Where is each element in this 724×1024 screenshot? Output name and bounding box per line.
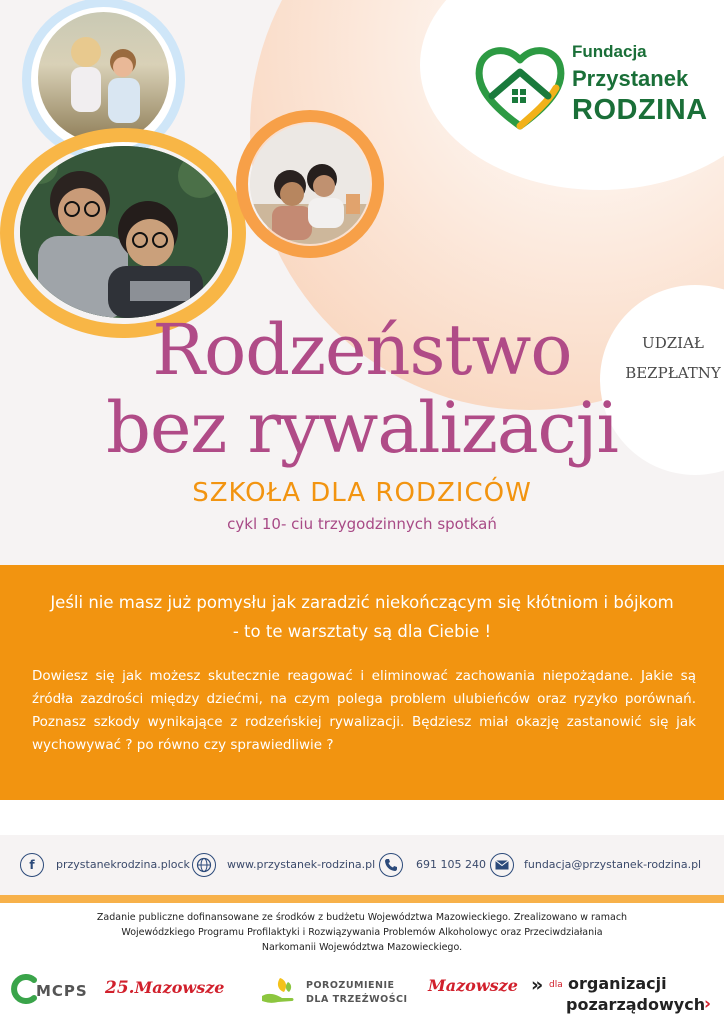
foundation-logo	[474, 42, 708, 132]
facebook-icon: f	[20, 853, 44, 877]
funding-statement	[60, 910, 664, 955]
mazowsze25-number: 25.	[105, 978, 135, 998]
funding-line-3: Narkomanii Województwa Mazowieckiego.	[261, 942, 463, 953]
funding-line-1: Zadanie publiczne dofinansowane ze środków z budżetu Województwa Mazowieckiego. Zrealizowano w ramach	[96, 912, 628, 923]
info-headline-1: Jeśli nie masz już pomysłu jak zaradzić niekończącym się kłótniom i bójkom	[50, 593, 674, 612]
logo-line-rodzina: RODZINA	[572, 94, 708, 126]
sponsor-logo-mcps	[10, 972, 90, 1008]
envelope-icon	[490, 853, 514, 877]
info-body: Dowiesz się jak możesz skutecznie reagować i eliminować zachowania niepożądane. Jakie są źródła zazdrości między dziećmi, na czym polega problem ulubieńców oraz ryzyko porównań. Poznasz szkody wynikające z rodzeńskiej rywalizacji. Będziesz miał okazję zastanowić się jak wychowywać ? po równo czy sprawiedliwie ?	[32, 668, 696, 753]
facebook-link[interactable]: przystanekrodzina.plock	[56, 858, 190, 871]
photo-kids-playing	[250, 124, 370, 244]
photo-kids-field	[38, 12, 169, 143]
info-headline-2: - to te warsztaty są dla Ciebie !	[232, 622, 492, 641]
boys-illustration	[20, 146, 228, 318]
logo-line-fundacja: Fundacja	[572, 42, 647, 61]
info-band	[0, 565, 724, 800]
sponsor-logo-25-mazowsze	[105, 978, 245, 1008]
mazowsze-word: Mazowsze	[428, 976, 518, 995]
porozumienie-line-2: DLA TRZEŹWOŚCI	[306, 994, 408, 1005]
pozarzadowych-word: pozarządowych	[566, 995, 706, 1014]
porozumienie-line-1: POROZUMIENIE	[306, 980, 395, 991]
page-title-line-2: bez rywalizacji	[106, 387, 618, 469]
chevron-right-icon: ›	[704, 994, 712, 1014]
phone-glyph	[384, 858, 398, 872]
badge-line-1: UDZIAŁ	[642, 334, 704, 352]
kids-field-illustration	[38, 12, 169, 143]
sponsor-logo-mazowsze-ngo	[428, 972, 718, 1018]
logo-line-przystanek: Przystanek	[572, 66, 689, 91]
dla-word: dla	[549, 980, 563, 990]
envelope-glyph	[495, 860, 509, 870]
photo-boys-glasses	[20, 146, 228, 318]
badge-line-2: BEZPŁATNY	[625, 364, 721, 382]
phone-icon	[379, 853, 403, 877]
double-chevron-icon: »	[531, 974, 544, 996]
orange-divider	[0, 895, 724, 903]
page-subtitle: SZKOŁA DLA RODZICÓW	[192, 478, 532, 508]
heart-house-icon	[474, 42, 566, 130]
mazowsze25-word: Mazowsze	[134, 978, 225, 997]
website-link[interactable]: www.przystanek-rodzina.pl	[227, 858, 376, 871]
funding-line-2: Wojewódzkiego Programu Profilaktyki i Rozwiązywania Problemów Alkoholowyc oraz Przeciwdziałania	[121, 927, 603, 938]
kids-playing-illustration	[250, 124, 370, 244]
sponsor-logo-porozumienie	[258, 972, 408, 1012]
organizacji-word: organizacji	[568, 974, 667, 993]
email-link[interactable]: fundacja@przystanek-rodzina.pl	[524, 858, 702, 871]
globe-icon	[192, 853, 216, 877]
phone-number[interactable]: 691 105 240	[416, 858, 486, 871]
contact-row	[0, 835, 724, 895]
page-title-line-1: Rodzeństwo	[152, 309, 572, 391]
hands-leaf-icon	[258, 974, 298, 1008]
globe-glyph	[196, 857, 212, 873]
mcps-text: MCPS	[36, 982, 88, 1000]
cycle-text: cykl 10- ciu trzygodzinnych spotkań	[227, 515, 497, 533]
